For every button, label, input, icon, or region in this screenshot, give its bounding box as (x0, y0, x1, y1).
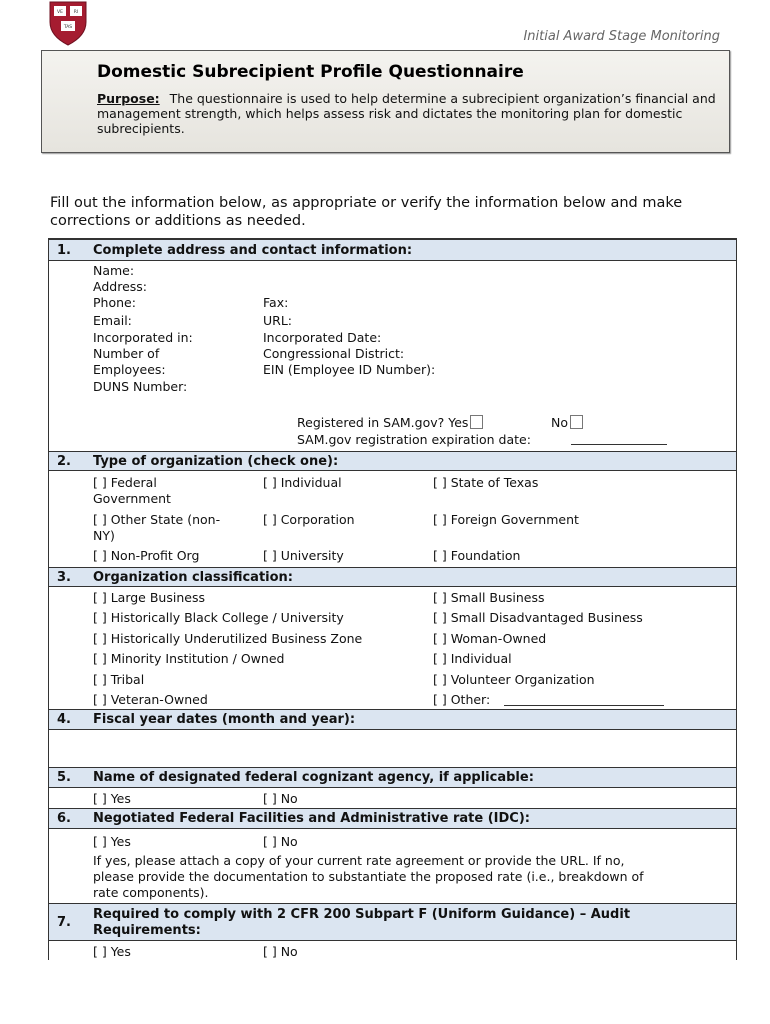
incorporated-in-label: Incorporated in: (93, 330, 193, 345)
other-classification-field[interactable] (504, 705, 664, 706)
option-foundation[interactable]: [ ] Foundation (433, 548, 521, 563)
name-label: Name: (93, 263, 135, 278)
sam-no (551, 415, 583, 430)
option-non-profit[interactable]: [ ] Non-Profit Org (93, 548, 200, 563)
purpose-paragraph (97, 91, 722, 136)
option-foreign-government[interactable]: [ ] Foreign Government (433, 512, 579, 527)
logo-text-tas: TAS (63, 25, 73, 30)
section-1-heading: Complete address and contact information: (93, 243, 413, 258)
option-federal-government-cont: Government (93, 491, 171, 506)
class-option[interactable]: [ ] Historically Underutilized Business Zone (93, 631, 363, 646)
sam-yes-label: Registered in SAM.gov? Yes (297, 415, 469, 430)
option-cognizant-no[interactable]: [ ] No (263, 791, 298, 806)
class-option-other[interactable]: [ ] Other: (433, 692, 491, 707)
section-4-header (49, 709, 736, 730)
section-7-number: 7. (57, 915, 71, 930)
logo-text-ri: RI (73, 10, 79, 15)
section-1-number: 1. (57, 243, 71, 258)
section-2-header (49, 451, 736, 471)
sam-registration-question (297, 415, 483, 430)
option-university[interactable]: [ ] University (263, 548, 344, 563)
logo-text-ve: VE (57, 10, 63, 15)
section-7-header (49, 903, 736, 941)
section-7-heading-line-1: Required to comply with 2 CFR 200 Subpart F (Uniform Guidance) – Audit (93, 907, 631, 922)
ein-label: EIN (Employee ID Number): (263, 362, 436, 377)
phone-label: Phone: (93, 295, 136, 310)
option-cognizant-yes[interactable]: [ ] Yes (93, 791, 131, 806)
option-idc-no[interactable]: [ ] No (263, 834, 298, 849)
idc-note-line: If yes, please attach a copy of your current rate agreement or provide the URL. If no, (93, 853, 625, 868)
sam-no-checkbox[interactable] (570, 415, 583, 429)
num-employees-label-2: Employees: (93, 362, 166, 377)
sam-expiration-label: SAM.gov registration expiration date: (297, 432, 531, 447)
sam-expiration-field[interactable] (571, 444, 667, 445)
fax-label: Fax: (263, 295, 289, 310)
section-3-heading: Organization classification: (93, 570, 294, 585)
section-5-header (49, 767, 736, 788)
questionnaire-form (48, 238, 737, 960)
section-6-header (49, 808, 736, 829)
section-1-header (49, 239, 736, 261)
option-audit-yes[interactable]: [ ] Yes (93, 944, 131, 959)
option-state-of-texas[interactable]: [ ] State of Texas (433, 475, 539, 490)
section-2-number: 2. (57, 454, 71, 469)
purpose-text: The questionnaire is used to help determine a subrecipient organization’s financial and management strength, which helps assess risk and dictates the monitoring plan for domestic subrecipients. (97, 91, 716, 136)
num-employees-label-1: Number of (93, 346, 160, 361)
class-option[interactable]: [ ] Veteran-Owned (93, 692, 208, 707)
section-4-number: 4. (57, 712, 71, 727)
email-label: Email: (93, 313, 132, 328)
option-corporation[interactable]: [ ] Corporation (263, 512, 355, 527)
option-federal-government[interactable]: [ ] Federal (93, 475, 157, 490)
option-individual[interactable]: [ ] Individual (263, 475, 342, 490)
congressional-district-label: Congressional District: (263, 346, 405, 361)
option-other-state-cont: NY) (93, 528, 115, 543)
url-label: URL: (263, 313, 293, 328)
class-option[interactable]: [ ] Volunteer Organization (433, 672, 595, 687)
section-6-heading: Negotiated Federal Facilities and Administrative rate (IDC): (93, 811, 530, 826)
option-other-state[interactable]: [ ] Other State (non- (93, 512, 221, 527)
section-3-number: 3. (57, 570, 71, 585)
incorporated-date-label: Incorporated Date: (263, 330, 382, 345)
section-5-heading: Name of designated federal cognizant agency, if applicable: (93, 770, 534, 785)
duns-label: DUNS Number: (93, 379, 188, 394)
section-2-heading: Type of organization (check one): (93, 454, 339, 469)
purpose-label: Purpose: (97, 91, 160, 106)
section-4-heading: Fiscal year dates (month and year): (93, 712, 356, 727)
option-audit-no[interactable]: [ ] No (263, 944, 298, 959)
section-3-header (49, 567, 736, 587)
section-5-number: 5. (57, 770, 71, 785)
sam-no-label: No (551, 415, 568, 430)
page-title: Domestic Subrecipient Profile Questionnaire (97, 62, 524, 82)
class-option[interactable]: [ ] Tribal (93, 672, 145, 687)
class-option[interactable]: [ ] Historically Black College / University (93, 610, 344, 625)
class-option[interactable]: [ ] Small Business (433, 590, 545, 605)
title-box (41, 50, 730, 153)
address-label: Address: (93, 279, 147, 294)
monitoring-stage-label: Initial Award Stage Monitoring (523, 29, 720, 44)
class-option[interactable]: [ ] Large Business (93, 590, 205, 605)
class-option[interactable]: [ ] Minority Institution / Owned (93, 651, 285, 666)
shield-logo-icon (48, 0, 88, 46)
sam-yes-checkbox[interactable] (470, 415, 483, 429)
class-option[interactable]: [ ] Small Disadvantaged Business (433, 610, 643, 625)
idc-note-line: please provide the documentation to substantiate the proposed rate (i.e., breakdown of (93, 869, 644, 884)
class-option[interactable]: [ ] Woman-Owned (433, 631, 547, 646)
intro-text: Fill out the information below, as appropriate or verify the information below and make corrections or additions as needed. (50, 195, 683, 229)
section-7-heading-line-2: Requirements: (93, 923, 201, 938)
idc-note-line: rate components). (93, 885, 209, 900)
class-option[interactable]: [ ] Individual (433, 651, 512, 666)
section-6-number: 6. (57, 811, 71, 826)
option-idc-yes[interactable]: [ ] Yes (93, 834, 131, 849)
